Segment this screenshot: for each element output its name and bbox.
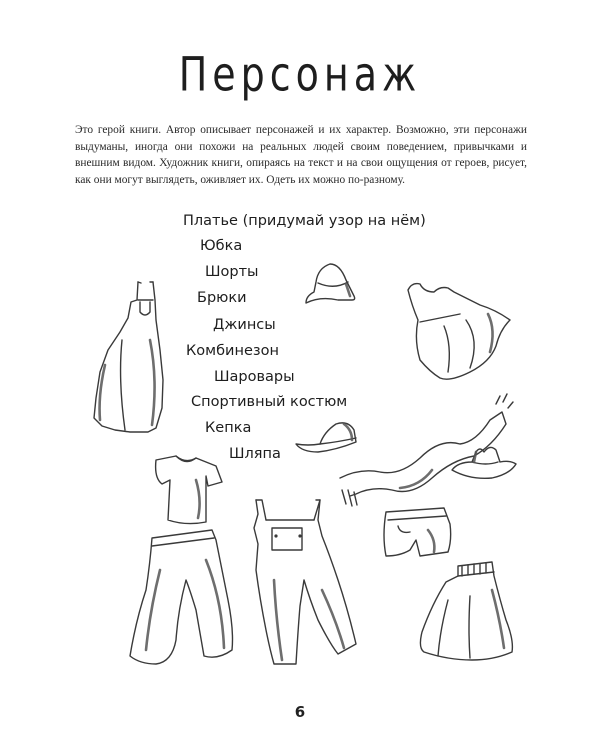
fedora-hat-drawing <box>452 447 516 478</box>
word-trousers: Брюки <box>197 290 247 306</box>
t-shirt-drawing <box>156 456 222 524</box>
long-skirt-drawing <box>420 562 512 660</box>
word-overalls: Комбинезон <box>186 343 279 359</box>
flowing-dress-drawing <box>408 284 510 380</box>
overalls-drawing <box>254 500 356 664</box>
long-dress-drawing <box>94 282 163 432</box>
word-shorts: Шорты <box>205 264 259 280</box>
word-dress: Платье (придумай узор на нём) <box>183 213 426 229</box>
word-harem-pants: Шаровары <box>214 369 295 385</box>
word-cap: Кепка <box>205 420 252 436</box>
word-skirt: Юбка <box>200 238 243 254</box>
word-hat: Шляпа <box>229 446 281 462</box>
scarf-drawing <box>340 394 513 506</box>
page-title: Персонаж <box>178 46 422 102</box>
word-jeans: Джинсы <box>213 317 276 333</box>
baseball-cap-drawing <box>296 423 356 452</box>
page-number: 6 <box>294 703 306 721</box>
bucket-hat-drawing <box>306 264 355 303</box>
wide-trousers-drawing <box>130 530 233 664</box>
intro-paragraph: Это герой книги. Автор описывает персонажей и их характер. Возможно, эти персонажи выдуманы, иногда они похожи на реальных людей своим поведением, привычками и внешним видом. Художник книги, опираясь на текст и на свои ощущения от героев, рисует, как они могут выглядеть, оживляет их. Одеть их можно по-разному. <box>75 124 527 186</box>
shorts-drawing <box>384 508 451 556</box>
word-tracksuit: Спортивный костюм <box>191 394 348 410</box>
